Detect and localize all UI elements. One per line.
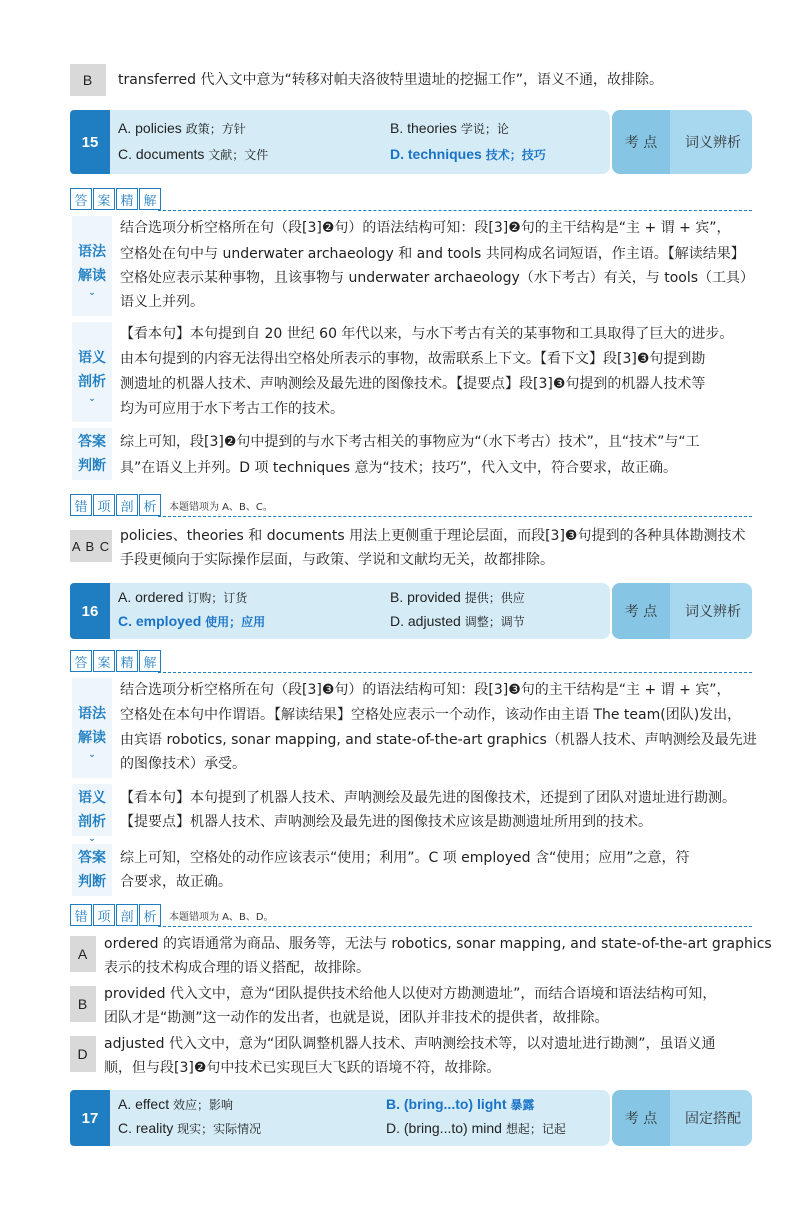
section-divider <box>158 210 752 211</box>
semantic-line: 均为可应用于水下考古工作的技术。 <box>120 401 344 417</box>
option-b: B. theories 学说；论 <box>390 120 509 136</box>
grammar-tag: 语法 解读 ⌄ <box>78 706 106 760</box>
kaodian-type: 词义辨析 <box>685 604 741 620</box>
wrong-b-badge: B <box>70 986 96 1022</box>
wrong-d-line: adjusted 代入文中，意为“团队调整机器人技术、声呐测绘技术等，以对遗址进行勘测”，虽语义通 <box>104 1036 716 1052</box>
section-divider <box>158 672 752 673</box>
semantic-line: 【看本句】本句提到自 20 世纪 60 年代以来，与水下考古有关的某事物和工具取得了巨大的进步。 <box>120 326 734 342</box>
kaodian-type: 固定搭配 <box>685 1111 741 1127</box>
wrong-options-heading: 错 项 剖 析 本题错项为 A、B、C。 <box>70 494 273 516</box>
grammar-line: 空格处应表示某种事物，且该事物与 underwater archaeology（水下考古）有关，与 tools（工具） <box>120 270 755 286</box>
semantic-line: 测遗址的机器人技术、声呐测绘及最先进的图像技术。【提要点】段[3]❸句提到的机器人技术等 <box>120 376 706 392</box>
grammar-line: 空格处在本句中作谓语。【解读结果】空格处应表示一个动作，该动作由主语 The team(团队)发出， <box>120 707 742 723</box>
grammar-line: 结合选项分析空格所在句（段[3]❷句）的语法结构可知：段[3]❷句的主干结构是“主 + 谓 + 宾”， <box>120 220 731 236</box>
wrong-d-line: 顺，但与段[3]❷句中技术已实现巨大飞跃的语境不符，故排除。 <box>104 1060 501 1076</box>
option-c: C. reality 现实；实际情况 <box>118 1120 262 1136</box>
wrong-options-badge: A B C <box>70 530 112 562</box>
judge-line: 综上可知，段[3]❷句中提到的与水下考古相关的事物应为“（水下考古）技术”，且“技术”与“工 <box>120 434 700 450</box>
wrong-options-summary: 本题错项为 A、B、C。 <box>169 501 273 513</box>
wrong-a-badge: A <box>70 936 96 972</box>
grammar-tag: 语法 解读 ⌄ <box>78 244 106 298</box>
semantic-tag: 语义 剖析 ⌄ <box>78 790 106 844</box>
section-divider <box>158 516 752 517</box>
kaodian-label: 考 点 <box>612 110 670 174</box>
options-box <box>110 110 610 174</box>
kaodian-box <box>612 583 752 639</box>
wrong-a-line: 表示的技术构成合理的语义搭配，故排除。 <box>104 960 370 976</box>
grammar-line: 由宾语 robotics, sonar mapping, and state-of-the-art graphics（机器人技术、声呐测绘及最先进 <box>120 732 757 748</box>
question-number: 15 <box>70 110 110 174</box>
option-c: C. documents 文献；文件 <box>118 146 269 162</box>
wrong-b-line: provided 代入文中，意为“团队提供技术给他人以使对方勘测遗址”，而结合语境和语法结构可知， <box>104 986 717 1002</box>
wrong-d-badge: D <box>70 1036 96 1072</box>
option-a: A. policies 政策；方针 <box>118 120 246 136</box>
semantic-line: 【看本句】本句提到了机器人技术、声呐测绘及最先进的图像技术，还提到了团队对遗址进行勘测。 <box>120 790 736 806</box>
section-divider <box>158 926 752 927</box>
kaodian-label: 考 点 <box>612 583 670 639</box>
wrong-options-heading: 错 项 剖 析 本题错项为 A、B、D。 <box>70 904 274 926</box>
kaodian-type: 词义辨析 <box>685 135 741 151</box>
wrong-line: policies、theories 和 documents 用法上更侧重于理论层面，而段[3]❸句提到的各种具体勘测技术 <box>120 528 746 544</box>
grammar-line: 空格处在句中与 underwater archaeology 和 and tools 共同构成名词短语，作主语。【解读结果】 <box>120 246 745 262</box>
option-b-explanation: transferred 代入文中意为“转移对帕夫洛彼特里遗址的挖掘工作”，语义不通，故排除。 <box>118 72 663 88</box>
semantic-tag: 语义 剖析 ⌄ <box>78 350 106 404</box>
option-d: D. (bring...to) mind 想起；记起 <box>386 1120 566 1136</box>
question-number: 16 <box>70 583 110 639</box>
option-a: A. ordered 订购；订货 <box>118 589 248 605</box>
option-b-correct: B. (bring...to) light 暴露 <box>386 1096 535 1112</box>
options-box <box>110 1090 610 1146</box>
judge-tag: 答案 判断 <box>78 850 106 890</box>
option-c-correct: C. employed 使用；应用 <box>118 613 266 629</box>
options-box <box>110 583 610 639</box>
grammar-line: 的图像技术）承受。 <box>120 756 246 772</box>
wrong-line: 手段更倾向于实际操作层面，与政策、学说和文献均无关，故都排除。 <box>120 552 554 568</box>
kaodian-label: 考 点 <box>612 1090 670 1146</box>
grammar-line: 语义上并列。 <box>120 294 204 310</box>
wrong-options-summary: 本题错项为 A、B、D。 <box>169 911 274 923</box>
option-b: B. provided 提供；供应 <box>390 589 525 605</box>
wrong-b-line: 团队才是“勘测”这一动作的发出者，也就是说，团队并非技术的提供者，故排除。 <box>104 1010 609 1026</box>
judge-line: 综上可知，空格处的动作应该表示“使用；利用”。C 项 employed 含“使用；应用”之意，符 <box>120 850 690 866</box>
option-b-badge: B <box>70 64 106 96</box>
semantic-line: 由本句提到的内容无法得出空格处所表示的事物，故需联系上下文。【看下文】段[3]❸句提到勘 <box>120 351 706 367</box>
answer-analysis-heading: 答 案 精 解 <box>70 188 161 210</box>
judge-tag: 答案 判断 <box>78 434 106 474</box>
kaodian-box <box>612 1090 752 1146</box>
wrong-a-line: ordered 的宾语通常为商品、服务等，无法与 robotics, sonar mapping, and state-of-the-art graphics <box>104 936 772 952</box>
option-a: A. effect 效应；影响 <box>118 1096 234 1112</box>
option-d: D. adjusted 调整；调节 <box>390 613 525 629</box>
answer-analysis-heading: 答 案 精 解 <box>70 650 161 672</box>
grammar-line: 结合选项分析空格所在句（段[3]❸句）的语法结构可知：段[3]❸句的主干结构是“主 + 谓 + 宾”， <box>120 682 731 698</box>
kaodian-box <box>612 110 752 174</box>
judge-line: 具”在语义上并列。D 项 techniques 意为“技术；技巧”，代入文中，符合要求，故正确。 <box>120 460 677 476</box>
judge-line: 合要求，故正确。 <box>120 874 232 890</box>
question-number: 17 <box>70 1090 110 1146</box>
semantic-line: 【提要点】机器人技术、声呐测绘及最先进的图像技术应该是勘测遗址所用到的技术。 <box>120 814 652 830</box>
option-d-correct: D. techniques 技术；技巧 <box>390 146 546 162</box>
